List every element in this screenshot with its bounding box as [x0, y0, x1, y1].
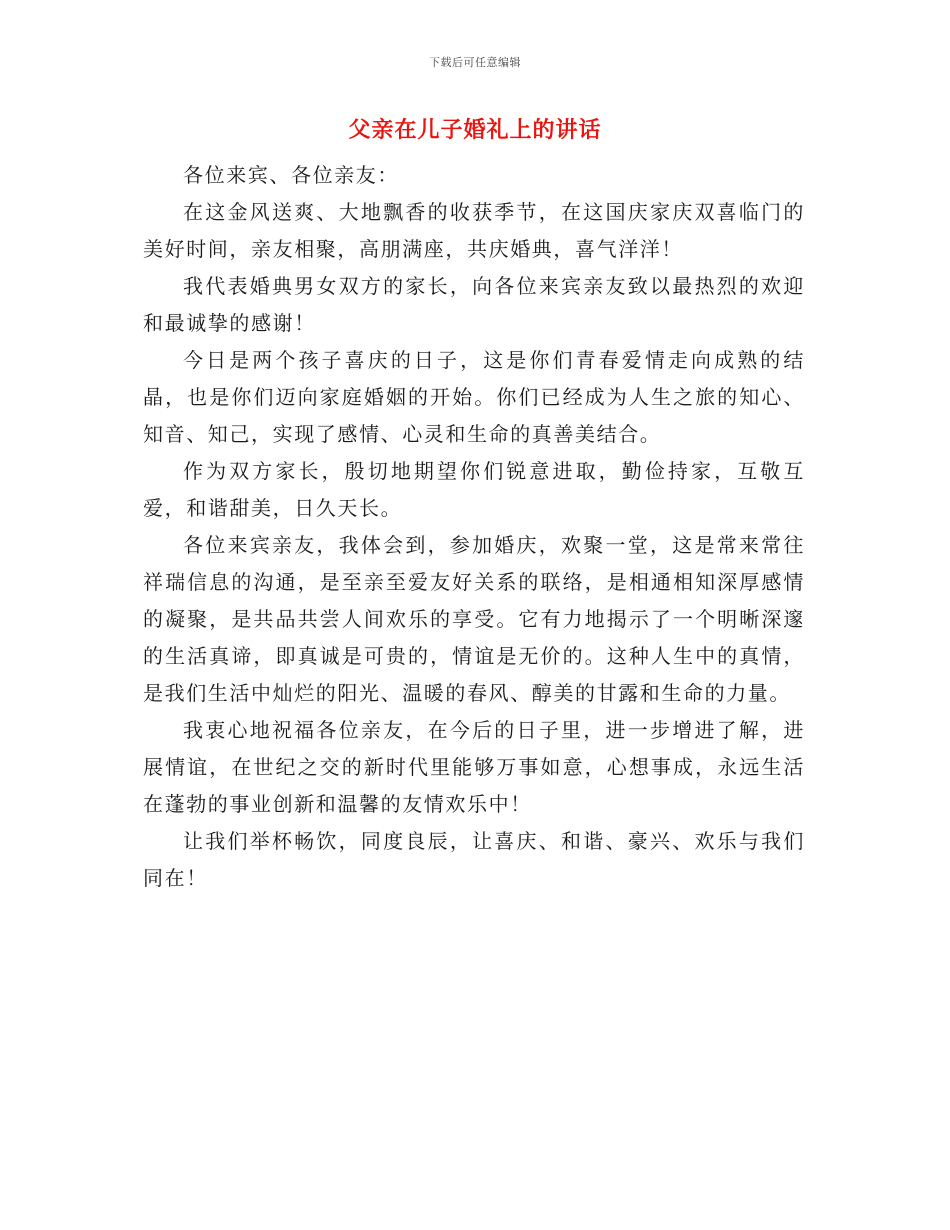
paragraph: 各位来宾亲友，我体会到，参加婚庆，欢聚一堂，这是常来常往祥瑞信息的沟通，是至亲至爱友好关系的联络，是相通相知深厚感情的凝聚，是共品共尝人间欢乐的享受。它有力地揭示了一个明晰深邃的生活真谛，即真诚是可贵的，情谊是无价的。这种人生中的真情，是我们生活中灿烂的阳光、温暖的春风、醇美的甘露和生命的力量。: [143, 533, 805, 705]
paragraph: 作为双方家长，殷切地期望你们锐意进取，勤俭持家，互敬互爱，和谐甜美，日久天长。: [143, 459, 805, 520]
paragraph-salutation: 各位来宾、各位亲友：: [183, 163, 399, 187]
paragraph: 今日是两个孩子喜庆的日子，这是你们青春爱情走向成熟的结晶，也是你们迈向家庭婚姻的开始。你们已经成为人生之旅的知心、知音、知己，实现了感情、心灵和生命的真善美结合。: [143, 348, 805, 446]
document-body: [143, 157, 805, 897]
paragraph-closing: 让我们举杯畅饮，同度良辰，让喜庆、和谐、豪兴、欢乐与我们同在！: [143, 829, 805, 890]
document-title: 父亲在儿子婚礼上的讲话: [348, 118, 602, 143]
paragraph: 我衷心地祝福各位亲友，在今后的日子里，进一步增进了解，进展情谊，在世纪之交的新时代里能够万事如意，心想事成，永远生活在蓬勃的事业创新和温馨的友情欢乐中！: [143, 718, 805, 816]
page-header-note: 下载后可任意编辑: [429, 56, 521, 69]
paragraph: 在这金风送爽、大地飘香的收获季节，在这国庆家庆双喜临门的美好时间，亲友相聚，高朋满座，共庆婚典，喜气洋洋！: [143, 200, 805, 261]
paragraph: 我代表婚典男女双方的家长，向各位来宾亲友致以最热烈的欢迎和最诚挚的感谢！: [143, 274, 805, 335]
